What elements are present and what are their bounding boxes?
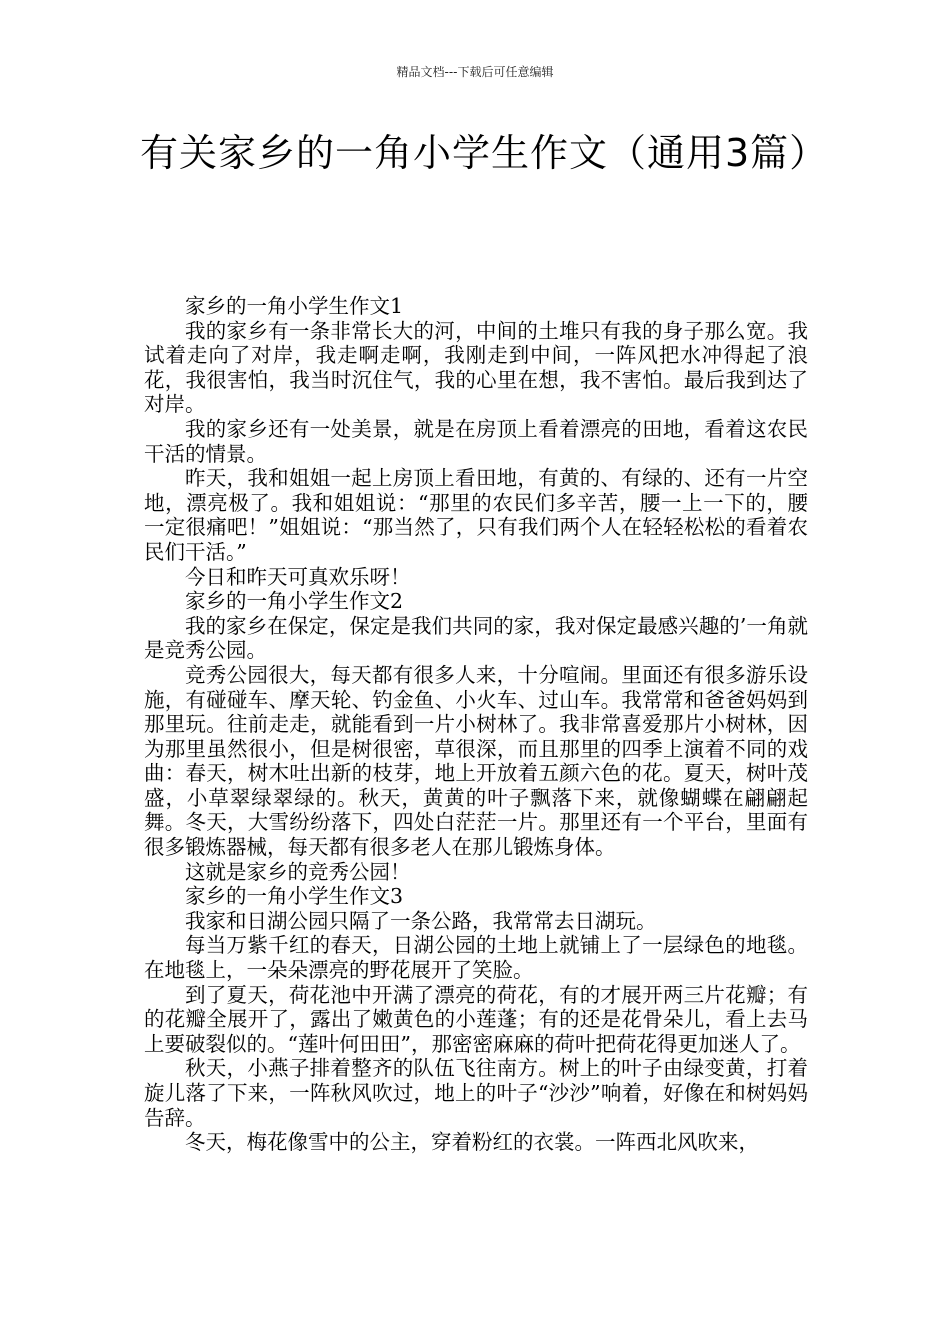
paragraph: 竞秀公园很大，每天都有很多人来，十分喧闹。里面还有很多游乐设施，有碰碰车、摩天轮、钓金鱼、小火车、过山车。我常常和爸爸妈妈到那里玩。往前走走，就能看到一片小树林了。我非常喜爱那片小树林，因为那里虽然很小，但是树很密，草很深，而且那里的四季上演着不同的戏曲：春天，树木吐出新的枝芽，地上开放着五颜六色的花。夏天，树叶茂盛，小草翠绿翠绿的。秋天，黄黄的叶子飘落下来，就像蝴蝶在翩翩起舞。冬天，大雪纷纷落下，四处白茫茫一片。那里还有一个平台，里面有很多锻炼器械，每天都有很多老人在那儿锻炼身体。 [144,662,808,860]
section-heading-1: 家乡的一角小学生作文1 [185,294,404,318]
paragraph: 我的家乡有一条非常长大的河，中间的土堆只有我的身子那么宽。我试着走向了对岸，我走啊走啊，我刚走到中间，一阵风把水冲得起了浪花，我很害怕，我当时沉住气，我的心里在想，我不害怕。最后我到达了对岸。 [144,318,808,417]
paragraph: 这就是家乡的竞秀公园！ [185,859,411,884]
section-heading-3: 家乡的一角小学生作文3 [185,884,404,909]
paragraph: 昨天，我和姐姐一起上房顶上看田地，有黄的、有绿的、还有一片空地，漂亮极了。我和姐姐说：“那里的农民们多辛苦，腰一上一下的，腰一定很痛吧！”姐姐说：“那当然了，只有我们两个人在轻轻松松的看着农民们干活。” [144,466,808,564]
paragraph: 冬天，梅花像雪中的公主，穿着粉红的衣裳。一阵西北风吹来， [185,1130,759,1155]
document-title: 有关家乡的一角小学生作文（通用3篇） [140,131,829,175]
paragraph: 我的家乡还有一处美景，就是在房顶上看着漂亮的田地，看着这农民干活的情景。 [144,416,808,466]
paragraph: 每当万紫千红的春天，日湖公园的土地上就铺上了一层绿色的地毯。在地毯上，一朵朵漂亮的野花展开了笑脸。 [144,933,808,983]
paragraph: 到了夏天，荷花池中开满了漂亮的荷花，有的才展开两三片花瓣；有的花瓣全展开了，露出了嫩黄色的小莲蓬；有的还是花骨朵儿，看上去马上要破裂似的。“莲叶何田田”，那密密麻麻的荷叶把荷花得更加迷人了。 [144,982,808,1056]
paragraph: 我家和日湖公园只隔了一条公路，我常常去日湖玩。 [185,908,657,933]
header-note: 精品文档---下载后可任意编辑 [396,65,554,79]
paragraph: 今日和昨天可真欢乐呀！ [185,564,411,589]
document-body [144,294,808,1155]
paragraph: 我的家乡在保定，保定是我们共同的家，我对保定最感兴趣的’一角就是竞秀公园。 [144,613,808,663]
section-heading-2: 家乡的一角小学生作文2 [185,589,404,614]
paragraph: 秋天，小燕子排着整齐的队伍飞往南方。树上的叶子由绿变黄，打着旋儿落了下来，一阵秋风吹过，地上的叶子“沙沙”响着，好像在和树妈妈告辞。 [144,1056,808,1130]
